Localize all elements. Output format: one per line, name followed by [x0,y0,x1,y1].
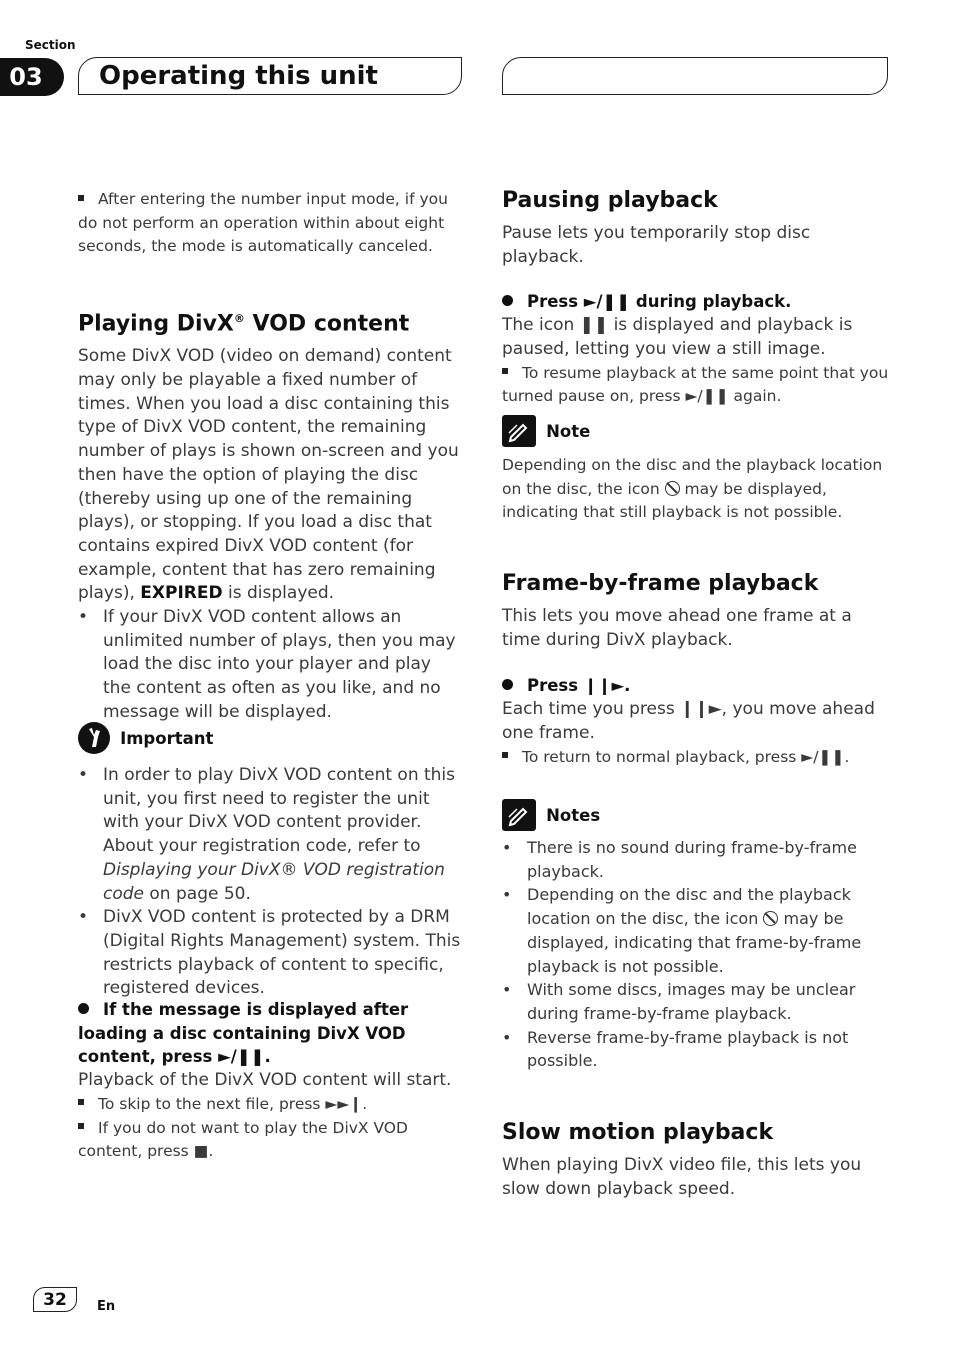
step-bullet-icon [78,1003,89,1014]
notes-item-text [527,883,892,978]
notes-2-post: may be displayed, indicating that frame-by-frame playback is not possible. [527,909,862,976]
note-text-post: may be displayed, indicating that still playback is not possible. [502,479,843,522]
note-text [502,454,892,525]
bullet-dot-icon: • [78,607,89,628]
slow-heading: Slow motion playback [502,1120,774,1145]
divx-paragraph [78,345,464,606]
page-title-box [78,57,462,95]
stop-note [78,1117,464,1164]
frame-return-text: To return to normal playback, press ►/❚❚. [522,747,850,766]
important-icon [78,722,110,754]
pause-resume-note [502,362,892,409]
slow-section [502,1120,892,1201]
pause-step-text: Press ►/❚❚ during playback. [527,292,792,312]
note-text-pre: Depending on the disc and the playback location on the disc, the icon [502,456,883,498]
divx-para-end: is displayed. [222,583,335,604]
divx-para-text: Some DivX VOD (video on demand) content may only be playable a fixed number of times. When you load a disc containing this type of DivX VOD content, the remaining number of plays is shown on-screen and you then have the option of playing the disc (thereby using up one of the remaining plays), or stopping. If you load a disc that contains expired DivX VOD content (for example, content that has zero remaining plays), [78,346,459,604]
note-pencil-icon [502,415,536,447]
pause-section [502,188,892,409]
section-label: Section [25,38,76,52]
divx-step-text: If the message is displayed after loading a disc containing DivX VOD content, press ►/❚❚. [78,1000,409,1067]
language-label: En [97,1299,116,1314]
skip-note-text: To skip to the next file, press ►►❙. [98,1094,368,1113]
bullet-dot-icon: • [502,980,512,1000]
intro-note [78,188,464,259]
divx-heading-pre: Playing DivX [78,311,234,337]
prohibited-icon [665,481,680,496]
bullet-dot-icon: • [502,885,512,905]
slow-intro: When playing DivX video file, this lets you slow down playback speed. [502,1155,862,1199]
note-title: Note [546,421,591,441]
important-1-post: on page 50. [144,883,251,904]
bullet-dot-icon: • [78,907,89,928]
notes-item-text: There is no sound during frame-by-frame playback. [527,838,857,881]
divx-heading [78,306,464,337]
square-bullet-icon [502,752,508,758]
important-bullet-1 [78,764,464,906]
step-bullet-icon [502,295,513,306]
frame-section [502,571,892,769]
bullet-dot-icon: • [78,765,89,785]
notes-title: Notes [546,805,601,825]
square-bullet-icon [78,195,84,201]
square-bullet-icon [78,1099,84,1105]
stop-note-text: If you do not want to play the DivX VOD content, press ■. [78,1118,408,1161]
step-bullet-icon [502,679,513,690]
notes-item [502,1026,892,1073]
notes-pencil-icon [502,799,536,831]
notes-2-pre: Depending on the disc and the playback location on the disc, the icon [527,885,851,929]
notes-item-text: Reverse frame-by-frame playback is not possible. [527,1027,849,1071]
registration-code-reference: Displaying your DivX® VOD registration code [103,859,445,904]
skip-note [78,1093,464,1117]
notes-box [502,799,892,1073]
page-title: Operating this unit [99,61,378,91]
frame-step [502,674,892,698]
important-title: Important [120,728,214,748]
pause-heading: Pausing playback [502,188,718,213]
pause-resume-text: To resume playback at the same point that you turned pause on, press ►/❚❚ again. [502,363,889,406]
square-bullet-icon [78,1123,84,1129]
divx-bullet-text: If your DivX VOD content allows an unlimited number of plays, then you may load the disc into your player and play the content as often as you like, and no message will be displayed. [103,607,456,722]
bullet-dot-icon: • [502,1027,512,1047]
frame-heading: Frame-by-frame playback [502,571,819,596]
header-blank-box [502,57,888,95]
registered-mark: ® [233,312,245,325]
page-number: 32 [33,1287,77,1312]
divx-step-result: Playback of the DivX VOD content will start. [78,1070,452,1091]
expired-label: EXPIRED [140,583,223,604]
frame-intro: This lets you move ahead one frame at a time during DivX playback. [502,606,852,650]
prohibited-icon [763,911,778,926]
pause-intro: Pause lets you temporarily stop disc playback. [502,223,811,267]
important-bullet-2 [78,906,464,1001]
important-1-pre: In order to play DivX VOD content on this unit, you first need to register the unit with your DivX VOD content provider. About your registration code, refer to [103,765,456,857]
important-bullet-2-text: DivX VOD content is protected by a DRM (Digital Rights Management) system. This restricts playback of content to specific, registered devices. [103,907,461,999]
bullet-dot-icon: • [502,838,512,857]
divx-step-instruction [78,998,464,1069]
frame-return-note [502,746,892,770]
square-bullet-icon [502,368,508,374]
frame-step-text: Press ❙❙►. [527,676,631,696]
divx-heading-post: VOD content [244,311,410,337]
notes-item [502,978,892,1025]
divx-section [78,306,464,725]
frame-result: Each time you press ❙❙►, you move ahead one frame. [502,699,875,743]
notes-item-text: With some discs, images may be unclear during frame-by-frame playback. [527,980,856,1023]
important-box [78,722,464,1001]
pause-result: The icon ❚❚ is displayed and playback is paused, letting you view a still image. [502,315,853,359]
divx-bullet [78,606,464,725]
notes-item [502,836,892,883]
note-box [502,415,892,525]
divx-step [78,998,464,1164]
intro-note-text: After entering the number input mode, if you do not perform an operation within about eight seconds, the mode is automatically canceled. [78,190,448,256]
notes-item [502,883,892,978]
important-bullet-1-text [103,764,464,906]
section-number-badge: 03 [0,58,64,96]
pause-step [502,290,892,314]
